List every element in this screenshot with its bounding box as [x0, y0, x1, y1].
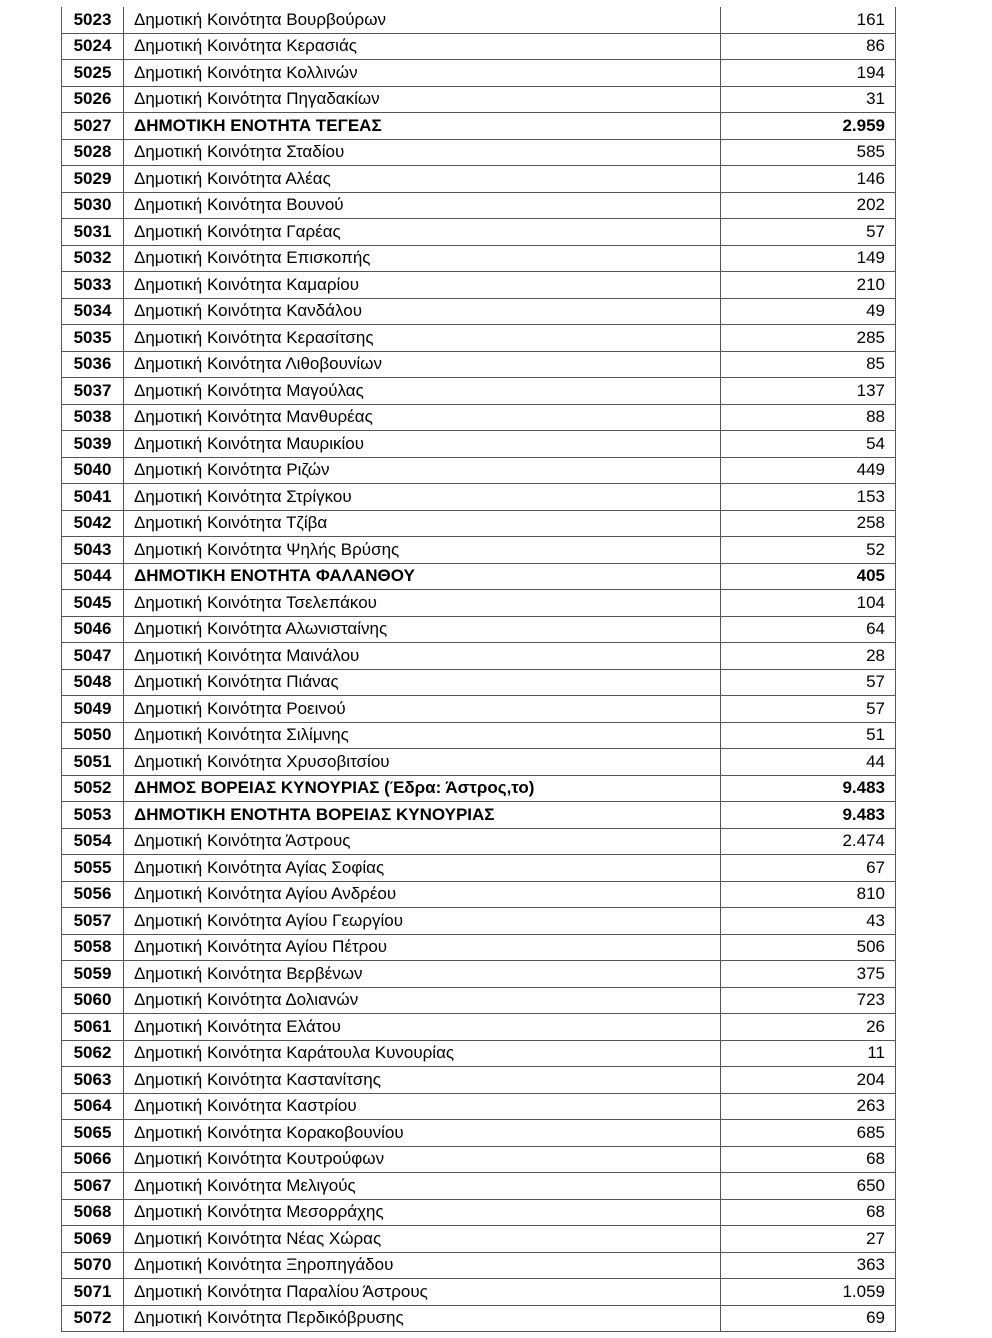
- row-name-cell: ΔΗΜΟΣ ΒΟΡΕΙΑΣ ΚΥΝΟΥΡΙΑΣ (Έδρα: Άστρος,το): [124, 775, 721, 802]
- table-row: [62, 33, 896, 60]
- row-population-cell: 258: [721, 510, 896, 537]
- row-name-cell: Δημοτική Κοινότητα Δολιανών: [124, 987, 721, 1014]
- row-code-cell: 5026: [62, 86, 124, 113]
- row-code-cell: 5024: [62, 33, 124, 60]
- table-row: [62, 722, 896, 749]
- row-population-cell: 2.959: [721, 113, 896, 140]
- table-row: [62, 908, 896, 935]
- table-row: [62, 192, 896, 219]
- row-code-cell: 5038: [62, 404, 124, 431]
- row-name-cell: Δημοτική Κοινότητα Στρίγκου: [124, 484, 721, 511]
- table-row: [62, 934, 896, 961]
- table-row: [62, 7, 896, 33]
- row-population-cell: 449: [721, 457, 896, 484]
- row-population-cell: 9.483: [721, 775, 896, 802]
- row-code-cell: 5057: [62, 908, 124, 935]
- row-population-cell: 137: [721, 378, 896, 405]
- row-population-cell: 363: [721, 1252, 896, 1279]
- row-code-cell: 5025: [62, 60, 124, 87]
- row-name-cell: Δημοτική Κοινότητα Σταδίου: [124, 139, 721, 166]
- row-name-cell: Δημοτική Κοινότητα Αγίας Σοφίας: [124, 855, 721, 882]
- row-population-cell: 2.474: [721, 828, 896, 855]
- table-row: [62, 643, 896, 670]
- table-row: [62, 1093, 896, 1120]
- table-row: [62, 696, 896, 723]
- row-code-cell: 5041: [62, 484, 124, 511]
- row-population-cell: 146: [721, 166, 896, 193]
- row-code-cell: 5052: [62, 775, 124, 802]
- row-population-cell: 285: [721, 325, 896, 352]
- row-name-cell: Δημοτική Κοινότητα Μεσορράχης: [124, 1199, 721, 1226]
- table-row: [62, 351, 896, 378]
- table-row: [62, 166, 896, 193]
- row-code-cell: 5065: [62, 1120, 124, 1147]
- row-code-cell: 5047: [62, 643, 124, 670]
- table-row: [62, 113, 896, 140]
- table-body: [62, 7, 896, 1332]
- table-row: [62, 378, 896, 405]
- row-name-cell: Δημοτική Κοινότητα Αγίου Ανδρέου: [124, 881, 721, 908]
- row-population-cell: 49: [721, 298, 896, 325]
- row-code-cell: 5060: [62, 987, 124, 1014]
- row-name-cell: Δημοτική Κοινότητα Ελάτου: [124, 1014, 721, 1041]
- row-name-cell: Δημοτική Κοινότητα Καστρίου: [124, 1093, 721, 1120]
- row-name-cell: Δημοτική Κοινότητα Κερασίτσης: [124, 325, 721, 352]
- table-row: [62, 590, 896, 617]
- row-population-cell: 57: [721, 219, 896, 246]
- row-name-cell: Δημοτική Κοινότητα Πηγαδακίων: [124, 86, 721, 113]
- row-population-cell: 194: [721, 60, 896, 87]
- row-code-cell: 5064: [62, 1093, 124, 1120]
- row-name-cell: Δημοτική Κοινότητα Αλέας: [124, 166, 721, 193]
- row-name-cell: ΔΗΜΟΤΙΚΗ ΕΝΟΤΗΤΑ ΦΑΛΑΝΘΟΥ: [124, 563, 721, 590]
- row-code-cell: 5051: [62, 749, 124, 776]
- table-row: [62, 404, 896, 431]
- row-code-cell: 5028: [62, 139, 124, 166]
- row-name-cell: Δημοτική Κοινότητα Παραλίου Άστρους: [124, 1279, 721, 1306]
- row-code-cell: 5023: [62, 7, 124, 33]
- row-population-cell: 723: [721, 987, 896, 1014]
- table-row: [62, 987, 896, 1014]
- row-code-cell: 5029: [62, 166, 124, 193]
- row-code-cell: 5070: [62, 1252, 124, 1279]
- table-row: [62, 86, 896, 113]
- row-code-cell: 5033: [62, 272, 124, 299]
- row-name-cell: Δημοτική Κοινότητα Άστρους: [124, 828, 721, 855]
- row-population-cell: 68: [721, 1146, 896, 1173]
- row-population-cell: 9.483: [721, 802, 896, 829]
- table-row: [62, 1014, 896, 1041]
- row-code-cell: 5053: [62, 802, 124, 829]
- row-code-cell: 5048: [62, 669, 124, 696]
- table-row: [62, 272, 896, 299]
- table-row: [62, 298, 896, 325]
- row-population-cell: 263: [721, 1093, 896, 1120]
- row-code-cell: 5034: [62, 298, 124, 325]
- row-name-cell: Δημοτική Κοινότητα Ξηροπηγάδου: [124, 1252, 721, 1279]
- row-name-cell: Δημοτική Κοινότητα Αγίου Πέτρου: [124, 934, 721, 961]
- table-row: [62, 1226, 896, 1253]
- row-name-cell: Δημοτική Κοινότητα Λιθοβουνίων: [124, 351, 721, 378]
- table-row: [62, 669, 896, 696]
- row-code-cell: 5043: [62, 537, 124, 564]
- row-population-cell: 685: [721, 1120, 896, 1147]
- row-code-cell: 5059: [62, 961, 124, 988]
- row-population-cell: 26: [721, 1014, 896, 1041]
- table-row: [62, 510, 896, 537]
- population-table: [61, 7, 896, 1332]
- row-code-cell: 5037: [62, 378, 124, 405]
- table-row: [62, 484, 896, 511]
- row-name-cell: Δημοτική Κοινότητα Βουρβούρων: [124, 7, 721, 33]
- table-row: [62, 961, 896, 988]
- row-name-cell: Δημοτική Κοινότητα Τσελεπάκου: [124, 590, 721, 617]
- row-population-cell: 69: [721, 1305, 896, 1332]
- row-code-cell: 5042: [62, 510, 124, 537]
- row-population-cell: 64: [721, 616, 896, 643]
- table-row: [62, 802, 896, 829]
- row-population-cell: 405: [721, 563, 896, 590]
- row-code-cell: 5049: [62, 696, 124, 723]
- row-name-cell: Δημοτική Κοινότητα Σιλίμνης: [124, 722, 721, 749]
- row-population-cell: 54: [721, 431, 896, 458]
- table-row: [62, 749, 896, 776]
- row-code-cell: 5058: [62, 934, 124, 961]
- table-row: [62, 1279, 896, 1306]
- row-name-cell: Δημοτική Κοινότητα Γαρέας: [124, 219, 721, 246]
- row-name-cell: Δημοτική Κοινότητα Καράτουλα Κυνουρίας: [124, 1040, 721, 1067]
- row-name-cell: Δημοτική Κοινότητα Κουτρούφων: [124, 1146, 721, 1173]
- table-row: [62, 219, 896, 246]
- table-row: [62, 855, 896, 882]
- row-code-cell: 5071: [62, 1279, 124, 1306]
- row-name-cell: Δημοτική Κοινότητα Αλωνισταίνης: [124, 616, 721, 643]
- table-row: [62, 431, 896, 458]
- row-name-cell: Δημοτική Κοινότητα Πιάνας: [124, 669, 721, 696]
- row-population-cell: 585: [721, 139, 896, 166]
- row-name-cell: Δημοτική Κοινότητα Τζίβα: [124, 510, 721, 537]
- table-row: [62, 1199, 896, 1226]
- row-population-cell: 28: [721, 643, 896, 670]
- row-code-cell: 5066: [62, 1146, 124, 1173]
- row-population-cell: 149: [721, 245, 896, 272]
- row-population-cell: 85: [721, 351, 896, 378]
- row-name-cell: Δημοτική Κοινότητα Μαινάλου: [124, 643, 721, 670]
- row-name-cell: Δημοτική Κοινότητα Κανδάλου: [124, 298, 721, 325]
- row-code-cell: 5050: [62, 722, 124, 749]
- row-name-cell: Δημοτική Κοινότητα Ριζών: [124, 457, 721, 484]
- row-population-cell: 650: [721, 1173, 896, 1200]
- row-name-cell: Δημοτική Κοινότητα Νέας Χώρας: [124, 1226, 721, 1253]
- row-name-cell: Δημοτική Κοινότητα Μελιγούς: [124, 1173, 721, 1200]
- row-code-cell: 5035: [62, 325, 124, 352]
- row-code-cell: 5027: [62, 113, 124, 140]
- row-population-cell: 67: [721, 855, 896, 882]
- table-row: [62, 1173, 896, 1200]
- row-population-cell: 51: [721, 722, 896, 749]
- row-name-cell: ΔΗΜΟΤΙΚΗ ΕΝΟΤΗΤΑ ΒΟΡΕΙΑΣ ΚΥΝΟΥΡΙΑΣ: [124, 802, 721, 829]
- row-population-cell: 506: [721, 934, 896, 961]
- row-name-cell: Δημοτική Κοινότητα Επισκοπής: [124, 245, 721, 272]
- row-population-cell: 31: [721, 86, 896, 113]
- row-code-cell: 5072: [62, 1305, 124, 1332]
- row-name-cell: Δημοτική Κοινότητα Ροεινού: [124, 696, 721, 723]
- row-population-cell: 210: [721, 272, 896, 299]
- row-code-cell: 5036: [62, 351, 124, 378]
- row-code-cell: 5069: [62, 1226, 124, 1253]
- table-row: [62, 1067, 896, 1094]
- row-name-cell: Δημοτική Κοινότητα Μανθυρέας: [124, 404, 721, 431]
- row-code-cell: 5040: [62, 457, 124, 484]
- row-name-cell: Δημοτική Κοινότητα Κερασιάς: [124, 33, 721, 60]
- row-code-cell: 5054: [62, 828, 124, 855]
- table-row: [62, 775, 896, 802]
- table-row: [62, 457, 896, 484]
- row-population-cell: 11: [721, 1040, 896, 1067]
- row-name-cell: Δημοτική Κοινότητα Καμαρίου: [124, 272, 721, 299]
- table-row: [62, 60, 896, 87]
- row-name-cell: Δημοτική Κοινότητα Περδικόβρυσης: [124, 1305, 721, 1332]
- row-name-cell: ΔΗΜΟΤΙΚΗ ΕΝΟΤΗΤΑ ΤΕΓΕΑΣ: [124, 113, 721, 140]
- row-code-cell: 5062: [62, 1040, 124, 1067]
- table-row: [62, 325, 896, 352]
- row-population-cell: 153: [721, 484, 896, 511]
- row-population-cell: 68: [721, 1199, 896, 1226]
- row-code-cell: 5044: [62, 563, 124, 590]
- table-row: [62, 828, 896, 855]
- row-name-cell: Δημοτική Κοινότητα Μαυρικίου: [124, 431, 721, 458]
- row-code-cell: 5061: [62, 1014, 124, 1041]
- table-row: [62, 1146, 896, 1173]
- row-name-cell: Δημοτική Κοινότητα Μαγούλας: [124, 378, 721, 405]
- row-population-cell: 161: [721, 7, 896, 33]
- table-row: [62, 139, 896, 166]
- row-name-cell: Δημοτική Κοινότητα Χρυσοβιτσίου: [124, 749, 721, 776]
- row-population-cell: 204: [721, 1067, 896, 1094]
- table-row: [62, 1305, 896, 1332]
- table-row: [62, 1120, 896, 1147]
- table-row: [62, 245, 896, 272]
- row-code-cell: 5045: [62, 590, 124, 617]
- row-code-cell: 5067: [62, 1173, 124, 1200]
- row-population-cell: 1.059: [721, 1279, 896, 1306]
- row-population-cell: 104: [721, 590, 896, 617]
- row-name-cell: Δημοτική Κοινότητα Βερβένων: [124, 961, 721, 988]
- row-population-cell: 202: [721, 192, 896, 219]
- row-code-cell: 5068: [62, 1199, 124, 1226]
- row-population-cell: 57: [721, 696, 896, 723]
- table-row: [62, 881, 896, 908]
- row-name-cell: Δημοτική Κοινότητα Βουνού: [124, 192, 721, 219]
- row-name-cell: Δημοτική Κοινότητα Καστανίτσης: [124, 1067, 721, 1094]
- row-code-cell: 5031: [62, 219, 124, 246]
- table-row: [62, 1252, 896, 1279]
- row-code-cell: 5063: [62, 1067, 124, 1094]
- row-name-cell: Δημοτική Κοινότητα Ψηλής Βρύσης: [124, 537, 721, 564]
- row-code-cell: 5030: [62, 192, 124, 219]
- row-population-cell: 810: [721, 881, 896, 908]
- table-row: [62, 1040, 896, 1067]
- row-name-cell: Δημοτική Κοινότητα Κορακοβουνίου: [124, 1120, 721, 1147]
- row-population-cell: 375: [721, 961, 896, 988]
- row-population-cell: 44: [721, 749, 896, 776]
- population-table-container: [61, 7, 893, 1332]
- table-row: [62, 537, 896, 564]
- row-population-cell: 52: [721, 537, 896, 564]
- row-population-cell: 86: [721, 33, 896, 60]
- row-population-cell: 57: [721, 669, 896, 696]
- row-code-cell: 5039: [62, 431, 124, 458]
- row-population-cell: 43: [721, 908, 896, 935]
- row-code-cell: 5056: [62, 881, 124, 908]
- row-code-cell: 5032: [62, 245, 124, 272]
- row-name-cell: Δημοτική Κοινότητα Κολλινών: [124, 60, 721, 87]
- row-name-cell: Δημοτική Κοινότητα Αγίου Γεωργίου: [124, 908, 721, 935]
- row-code-cell: 5046: [62, 616, 124, 643]
- row-population-cell: 27: [721, 1226, 896, 1253]
- table-row: [62, 616, 896, 643]
- row-code-cell: 5055: [62, 855, 124, 882]
- table-row: [62, 563, 896, 590]
- row-population-cell: 88: [721, 404, 896, 431]
